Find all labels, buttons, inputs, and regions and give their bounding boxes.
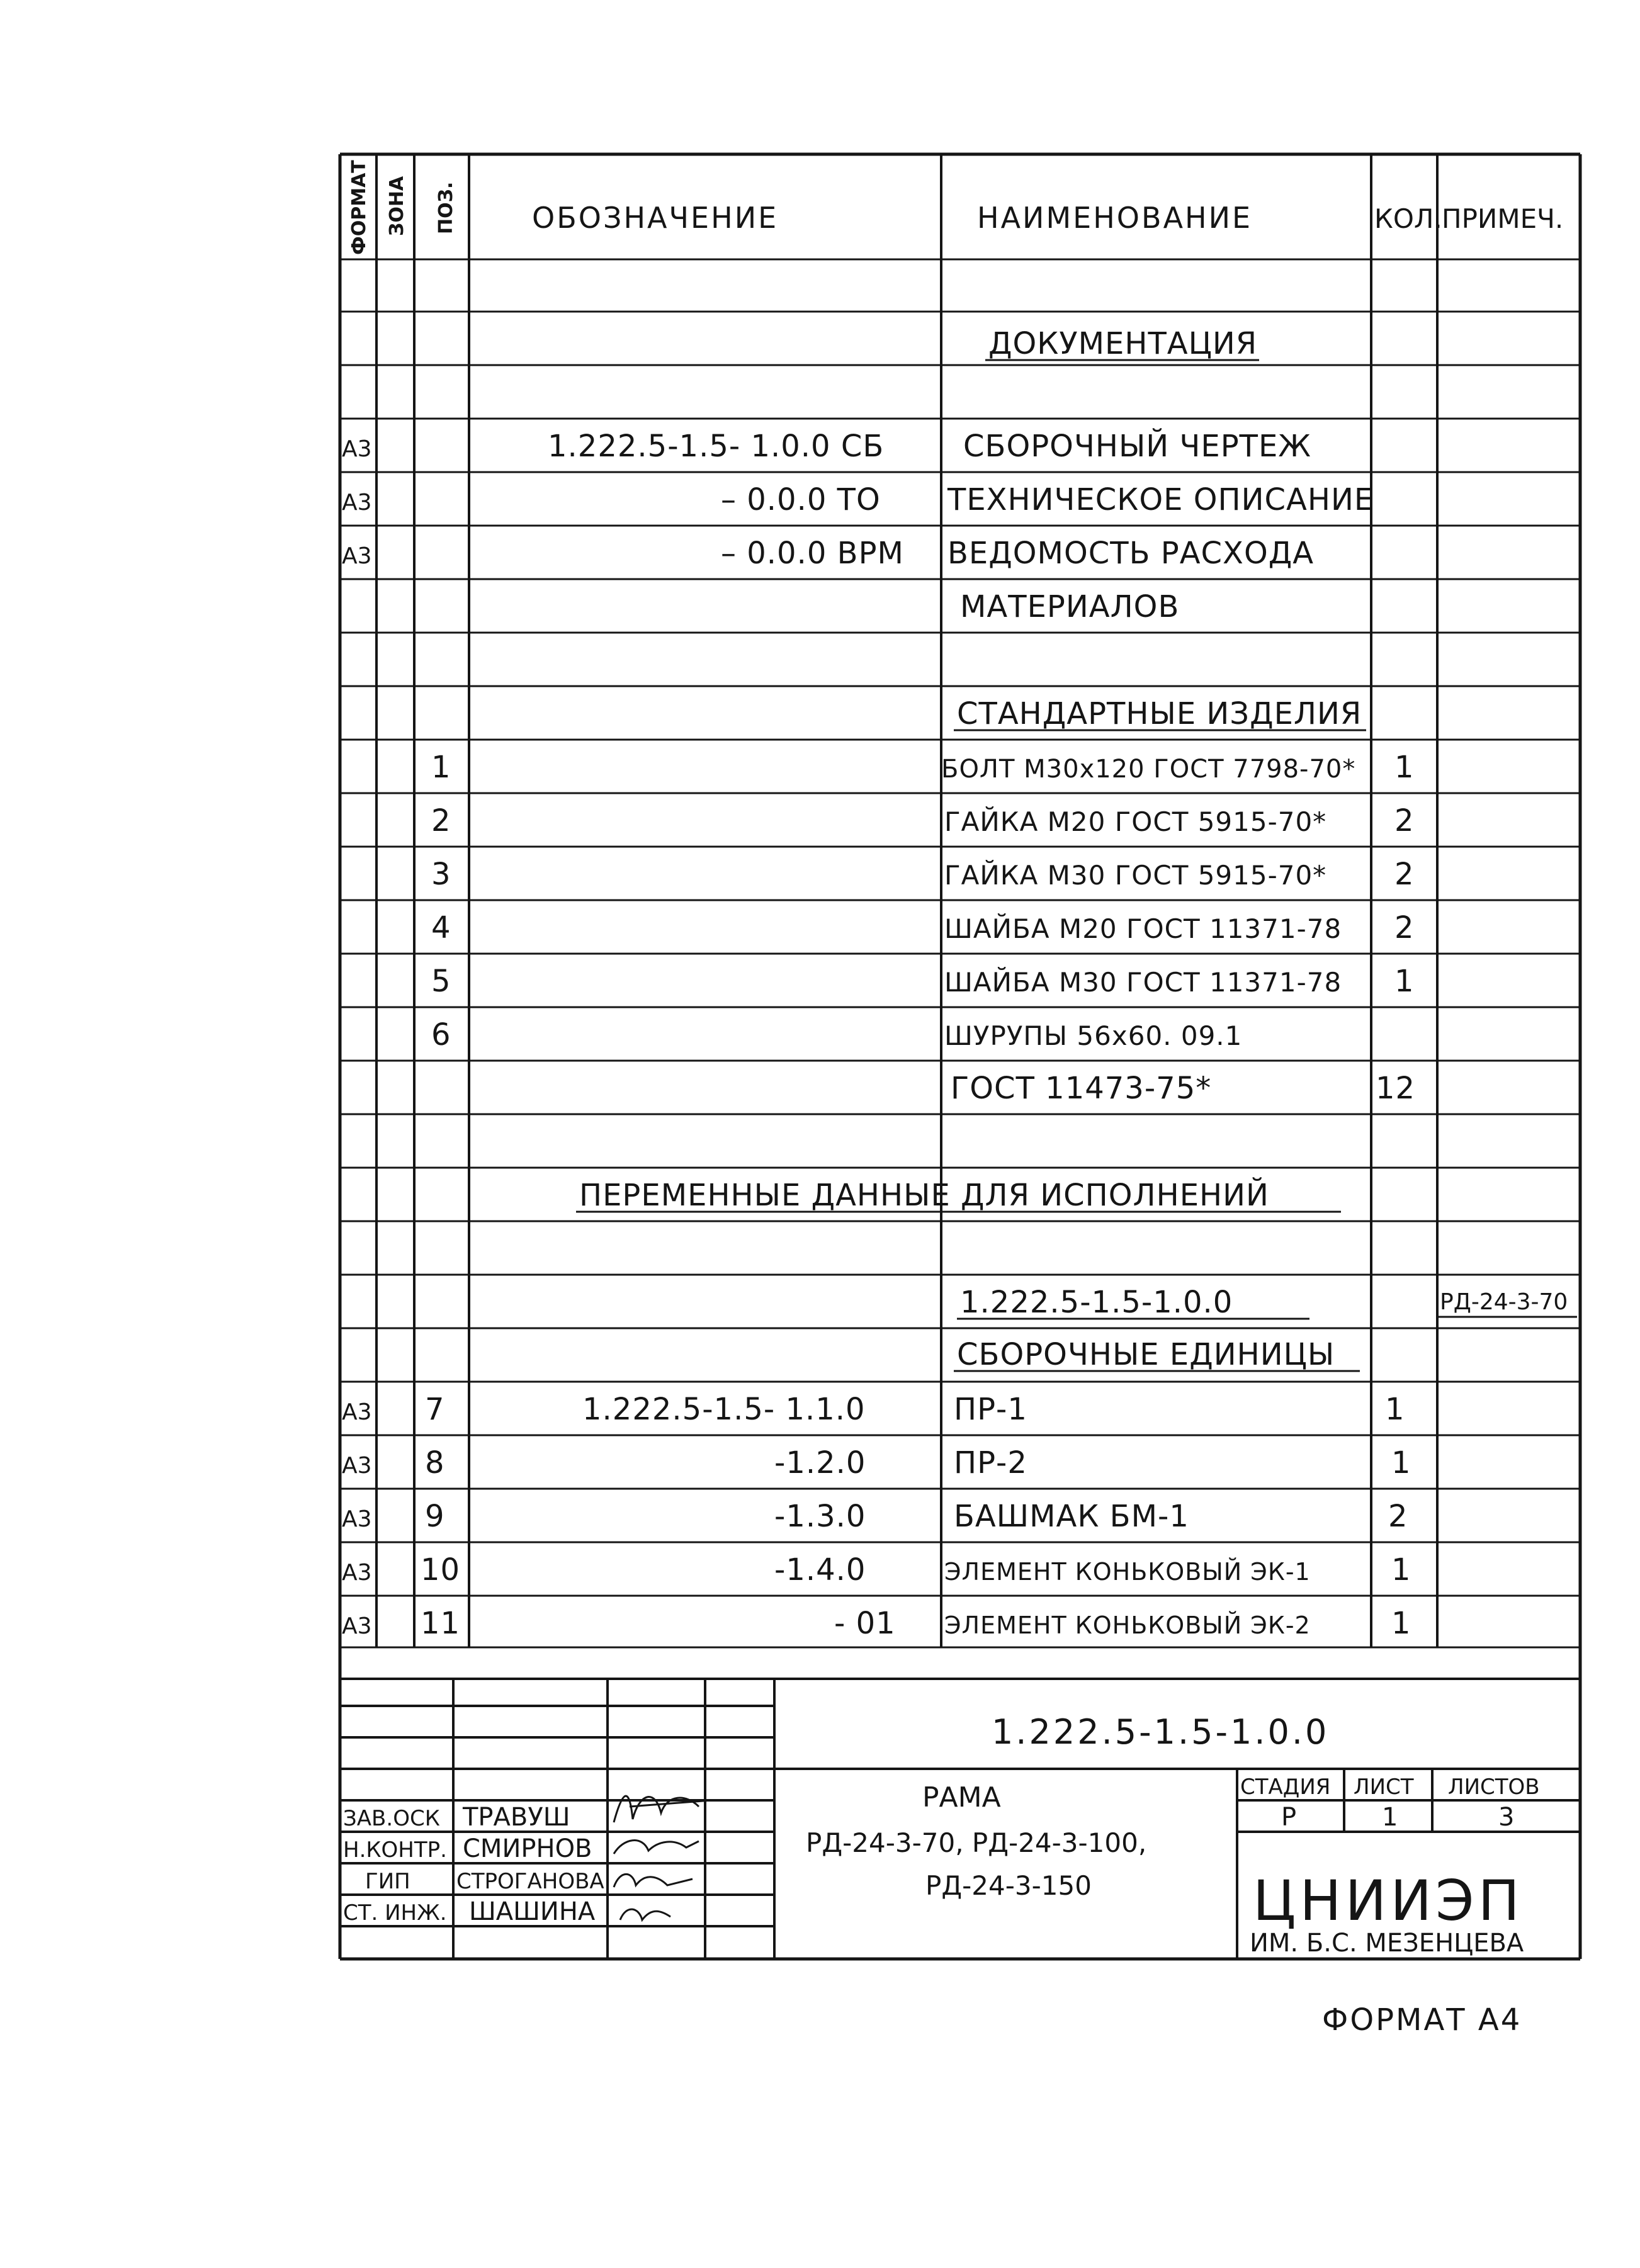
stamp-stage-block [1240, 1774, 1540, 1832]
asm-designation: - 01 [834, 1606, 896, 1641]
std-qty: 2 [1394, 803, 1415, 838]
person-name: ТРАВУШ [463, 1803, 570, 1832]
std-row-3 [431, 857, 1415, 892]
asm-name: ПР-1 [954, 1392, 1027, 1427]
person-name: СМИРНОВ [463, 1834, 592, 1863]
std-pos: 4 [431, 910, 451, 945]
std-row-4 [431, 910, 1415, 945]
asm-pos: 8 [425, 1445, 445, 1481]
person-name: СТРОГАНОВА [456, 1869, 604, 1894]
doc-format: А3 [342, 490, 372, 516]
asm-designation: -1.3.0 [774, 1499, 866, 1534]
section-documentation: ДОКУМЕНТАЦИЯ [988, 326, 1258, 361]
asm-row-8 [342, 1445, 1411, 1481]
asm-designation: -1.4.0 [774, 1552, 866, 1588]
std-qty: 1 [1394, 750, 1415, 785]
section-standard: СТАНДАРТНЫЕ ИЗДЕЛИЯ [957, 696, 1362, 731]
std-row-6 [431, 1017, 1242, 1052]
doc-designation: – 0.0.0 ТО [721, 482, 881, 517]
person-name: ШАШИНА [469, 1897, 596, 1926]
row-lines [340, 259, 1580, 1647]
variant-note: РД-24-3-70 [1440, 1289, 1568, 1315]
stage-label: СТАДИЯ [1240, 1774, 1331, 1800]
asm-pos: 7 [425, 1392, 445, 1427]
asm-name: БАШМАК БМ-1 [954, 1499, 1189, 1534]
asm-format: А3 [342, 1506, 372, 1532]
signature-2 [614, 1841, 699, 1854]
person-role: ГИП [365, 1869, 410, 1894]
sheets-label: ЛИСТОВ [1448, 1774, 1540, 1800]
stamp-title-line2: РД-24-3-70, РД-24-3-100, [806, 1827, 1147, 1858]
std-row-1 [431, 750, 1415, 785]
sheet-value: 1 [1382, 1803, 1398, 1832]
std-pos: 6 [431, 1017, 451, 1052]
header-name: НАИМЕНОВАНИЕ [977, 201, 1253, 235]
stamp-title [806, 1781, 1146, 1901]
sheets-value: 3 [1498, 1803, 1515, 1832]
std-name: ШАЙБА М30 ГОСТ 11371-78 [944, 967, 1342, 998]
footer-format: ФОРМАТ А4 [1322, 2002, 1522, 2038]
header-note: ПРИМЕЧ. [1442, 203, 1564, 234]
doc-name: ВЕДОМОСТЬ РАСХОДА [947, 536, 1315, 571]
person-role: СТ. ИНЖ. [343, 1900, 447, 1926]
asm-row-10 [342, 1552, 1411, 1588]
asm-pos: 9 [425, 1499, 445, 1534]
asm-row-7 [342, 1392, 1405, 1427]
section-variable: ПЕРЕМЕННЫЕ ДАННЫЕ ДЛЯ ИСПОЛНЕНИЙ [579, 1178, 1269, 1213]
doc-designation: 1.222.5-1.5- 1.0.0 СБ [548, 429, 885, 464]
org-name: ЦНИИЭП [1253, 1868, 1524, 1933]
asm-qty: 1 [1391, 1552, 1411, 1588]
header-pos: ПОЗ. [435, 181, 457, 234]
std-qty: 2 [1394, 857, 1415, 892]
stamp-title-main: РАМА [922, 1781, 1001, 1814]
doc-name-line2: МАТЕРИАЛОВ [960, 589, 1180, 624]
asm-row-11 [342, 1606, 1411, 1641]
asm-pos: 11 [421, 1606, 461, 1641]
std-name: ШУРУПЫ 56х60. 09.1 [944, 1020, 1243, 1051]
header-qty: КОЛ. [1374, 203, 1442, 234]
std-pos: 1 [431, 750, 451, 785]
asm-designation: 1.222.5-1.5- 1.1.0 [582, 1392, 866, 1427]
asm-pos: 10 [421, 1552, 461, 1588]
doc-name: ТЕХНИЧЕСКОЕ ОПИСАНИЕ [947, 482, 1374, 517]
header-format: ФОРМАТ [348, 160, 370, 255]
person-role: ЗАВ.ОСК [343, 1806, 440, 1831]
std-name: БОЛТ М30х120 ГОСТ 7798-70* [941, 755, 1356, 784]
asm-name: ПР-2 [954, 1445, 1027, 1481]
doc-format: А3 [342, 543, 372, 569]
doc-name: СБОРОЧНЫЙ ЧЕРТЕЖ [963, 429, 1311, 464]
signature-3 [614, 1874, 693, 1887]
asm-qty: 1 [1391, 1445, 1411, 1481]
doc-format: А3 [342, 436, 372, 462]
asm-format: А3 [342, 1613, 372, 1639]
org-sub: ИМ. Б.С. МЕЗЕНЦЕВА [1250, 1929, 1524, 1958]
signature-4 [620, 1909, 670, 1920]
asm-format: А3 [342, 1399, 372, 1425]
asm-name: ЭЛЕМЕНТ КОНЬКОВЫЙ ЭК-1 [944, 1558, 1311, 1586]
sheet-label: ЛИСТ [1354, 1774, 1414, 1800]
std-name: ГАЙКА М30 ГОСТ 5915-70* [944, 860, 1327, 891]
std-pos: 2 [431, 803, 451, 838]
std-name: ШАЙБА М20 ГОСТ 11371-78 [944, 913, 1342, 944]
asm-qty: 1 [1385, 1392, 1405, 1427]
stamp-organization [1250, 1868, 1524, 1958]
asm-name: ЭЛЕМЕНТ КОНЬКОВЫЙ ЭК-2 [944, 1611, 1311, 1639]
std-pos: 3 [431, 857, 451, 892]
std-qty: 12 [1376, 1071, 1416, 1106]
stamp-title-line3: РД-24-3-150 [925, 1870, 1092, 1901]
doc-designation: – 0.0.0 ВРМ [721, 536, 904, 571]
std-name: ГОСТ 11473-75* [951, 1071, 1212, 1106]
std-qty: 1 [1394, 964, 1415, 999]
asm-designation: -1.2.0 [774, 1445, 866, 1481]
asm-qty: 1 [1391, 1606, 1411, 1641]
section-assembly-units: СБОРОЧНЫЕ ЕДИНИЦЫ [957, 1337, 1335, 1372]
std-row-5 [431, 964, 1415, 999]
asm-format: А3 [342, 1453, 372, 1479]
stage-value: Р [1281, 1803, 1297, 1832]
std-qty: 2 [1394, 910, 1415, 945]
header-designation: ОБОЗНАЧЕНИЕ [532, 201, 779, 235]
signatures [614, 1796, 711, 1920]
person-role: Н.КОНТР. [343, 1837, 447, 1863]
stamp-doc-number: 1.222.5-1.5-1.0.0 [992, 1712, 1330, 1752]
variant-designation: 1.222.5-1.5-1.0.0 [960, 1285, 1233, 1320]
std-row-7 [951, 1071, 1415, 1106]
doc-row-1 [342, 428, 1311, 464]
std-name: ГАЙКА М20 ГОСТ 5915-70* [944, 806, 1327, 837]
asm-qty: 2 [1388, 1499, 1408, 1534]
outer-frame [340, 154, 1580, 1959]
std-row-2 [431, 803, 1415, 838]
asm-row-9 [342, 1499, 1408, 1534]
header-zone: ЗОНА [386, 176, 408, 236]
std-pos: 5 [431, 964, 451, 999]
doc-row-2 [342, 482, 1374, 517]
asm-format: А3 [342, 1560, 372, 1586]
variant-row [957, 1285, 1577, 1320]
